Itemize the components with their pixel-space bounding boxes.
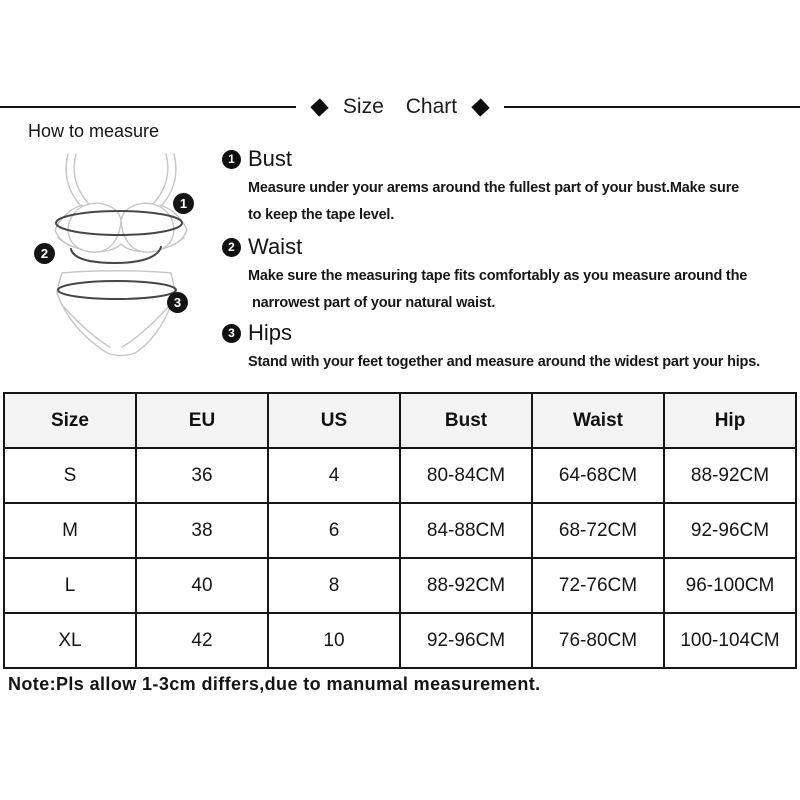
hips-heading xyxy=(222,320,760,346)
waist-heading xyxy=(222,234,747,260)
cell-us: 4 xyxy=(268,448,400,503)
page-title xyxy=(343,95,457,119)
cell-bust: 80-84CM xyxy=(400,448,532,503)
table-row-l xyxy=(4,558,796,613)
col-header-us: US xyxy=(268,393,400,448)
cell-waist: 64-68CM xyxy=(532,448,664,503)
cell-waist: 76-80CM xyxy=(532,613,664,668)
title-banner xyxy=(0,90,800,124)
waist-title: Waist xyxy=(248,234,303,259)
cell-eu: 38 xyxy=(136,503,268,558)
cell-waist: 68-72CM xyxy=(532,503,664,558)
cell-hip: 100-104CM xyxy=(664,613,796,668)
measure-instructions xyxy=(222,144,800,384)
diamond-icon-right xyxy=(471,98,489,116)
cell-size: XL xyxy=(4,613,136,668)
bust-number-badge: 1 xyxy=(222,150,241,169)
bust-description xyxy=(248,175,739,229)
size-table-header-row xyxy=(4,393,796,448)
waist-number-badge: 2 xyxy=(222,238,241,257)
cell-size: S xyxy=(4,448,136,503)
cell-us: 6 xyxy=(268,503,400,558)
table-row-m xyxy=(4,503,796,558)
diagram-marker-waist: 2 xyxy=(34,243,55,264)
waist-instruction xyxy=(222,234,747,317)
hips-number-badge: 3 xyxy=(222,324,241,343)
col-header-bust: Bust xyxy=(400,393,532,448)
col-header-size: Size xyxy=(4,393,136,448)
diagram-marker-hips: 3 xyxy=(167,292,188,313)
cell-bust: 88-92CM xyxy=(400,558,532,613)
diamond-icon-left xyxy=(310,98,328,116)
hips-text-line1: Stand with your feet together and measure around the widest part your hips. xyxy=(248,354,760,370)
title-rule-left xyxy=(0,106,296,108)
size-table xyxy=(3,392,797,669)
cell-hip: 92-96CM xyxy=(664,503,796,558)
bust-title: Bust xyxy=(248,146,293,171)
cell-eu: 42 xyxy=(136,613,268,668)
col-header-waist: Waist xyxy=(532,393,664,448)
cell-hip: 96-100CM xyxy=(664,558,796,613)
waist-text-line2: narrowest part of your natural waist. xyxy=(252,295,496,311)
col-header-eu: EU xyxy=(136,393,268,448)
diagram-marker-bust: 1 xyxy=(173,193,194,214)
hips-title: Hips xyxy=(248,320,293,345)
cell-us: 10 xyxy=(268,613,400,668)
footnote: Note:Pls allow 1-3cm differs,due to manumal measurement. xyxy=(8,674,541,694)
hips-description xyxy=(248,349,760,376)
cell-eu: 40 xyxy=(136,558,268,613)
bust-text-line2: to keep the tape level. xyxy=(248,207,395,223)
title-rule-right xyxy=(504,106,800,108)
table-row-s xyxy=(4,448,796,503)
hips-instruction xyxy=(222,320,760,376)
cell-size: M xyxy=(4,503,136,558)
waist-description xyxy=(248,263,747,317)
cell-hip: 88-92CM xyxy=(664,448,796,503)
waist-text-line1: Make sure the measuring tape fits comfortably as you measure around the xyxy=(248,268,748,284)
col-header-hip: Hip xyxy=(664,393,796,448)
how-to-measure-heading: How to measure xyxy=(28,121,160,141)
cell-size: L xyxy=(4,558,136,613)
table-row-xl xyxy=(4,613,796,668)
cell-us: 8 xyxy=(268,558,400,613)
bikini-measure-diagram xyxy=(22,142,222,372)
cell-bust: 84-88CM xyxy=(400,503,532,558)
bust-heading xyxy=(222,146,739,172)
cell-bust: 92-96CM xyxy=(400,613,532,668)
cell-eu: 36 xyxy=(136,448,268,503)
bust-instruction xyxy=(222,146,739,229)
title-word-size: Size xyxy=(342,95,384,118)
bust-text-line1: Measure under your arems around the fullest part of your bust.Make sure xyxy=(248,180,739,196)
cell-waist: 72-76CM xyxy=(532,558,664,613)
title-word-chart: Chart xyxy=(405,95,458,118)
